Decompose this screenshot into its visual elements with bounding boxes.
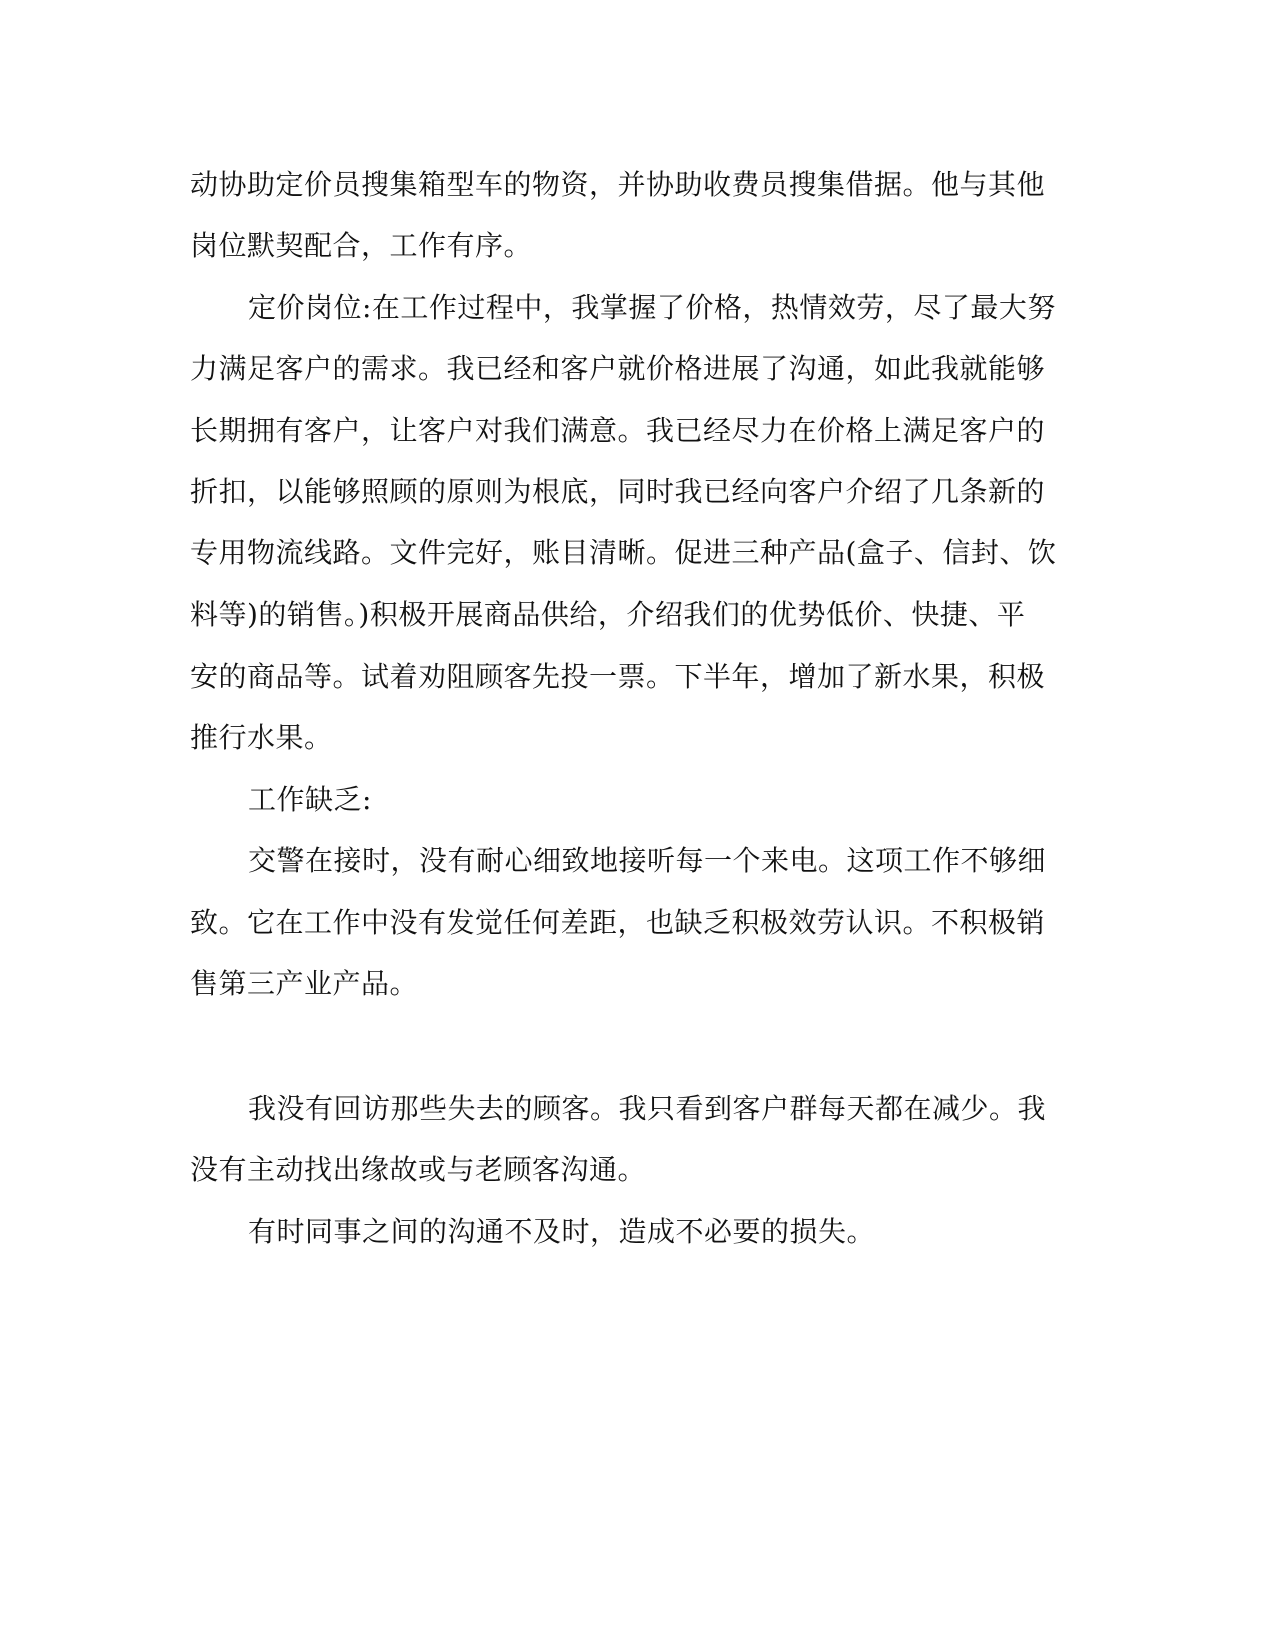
text-line: 我没有回访那些失去的顾客。我只看到客户群每天都在减少。我 — [248, 1092, 1047, 1125]
text-line: 交警在接时，没有耐心细致地接听每一个来电。这项工作不够细 — [248, 844, 1047, 877]
text-line: 定价岗位:在工作过程中，我掌握了价格，热情效劳，尽了最大努 — [248, 291, 1056, 324]
text-line: 有时同事之间的沟通不及时，造成不必要的损失。 — [248, 1215, 876, 1248]
text-line: 专用物流线路。文件完好，账目清晰。促进三种产品(盒子、信封、饮 — [190, 536, 1057, 569]
text-line: 没有主动找出缘故或与老顾客沟通。 — [190, 1153, 647, 1186]
text-line: 推行水果。 — [190, 721, 333, 754]
text-line: 折扣，以能够照顾的原则为根底，同时我已经向客户介绍了几条新的 — [190, 475, 1046, 508]
text-line: 岗位默契配合，工作有序。 — [190, 229, 533, 262]
text-line: 料等)的销售。)积极开展商品供给，介绍我们的优势低价、快捷、平 — [190, 598, 1026, 631]
text-line: 动协助定价员搜集箱型车的物资，并协助收费员搜集借据。他与其他 — [190, 168, 1046, 201]
text-line: 安的商品等。试着劝阻顾客先投一票。下半年，增加了新水果，积极 — [190, 660, 1046, 693]
text-line: 力满足客户的需求。我已经和客户就价格进展了沟通，如此我就能够 — [190, 352, 1046, 385]
text-line: 工作缺乏: — [248, 783, 372, 816]
text-line: 售第三产业产品。 — [190, 967, 419, 1000]
text-line: 致。它在工作中没有发觉任何差距，也缺乏积极效劳认识。不积极销 — [190, 906, 1046, 939]
text-line: 长期拥有客户，让客户对我们满意。我已经尽力在价格上满足客户的 — [190, 414, 1046, 447]
